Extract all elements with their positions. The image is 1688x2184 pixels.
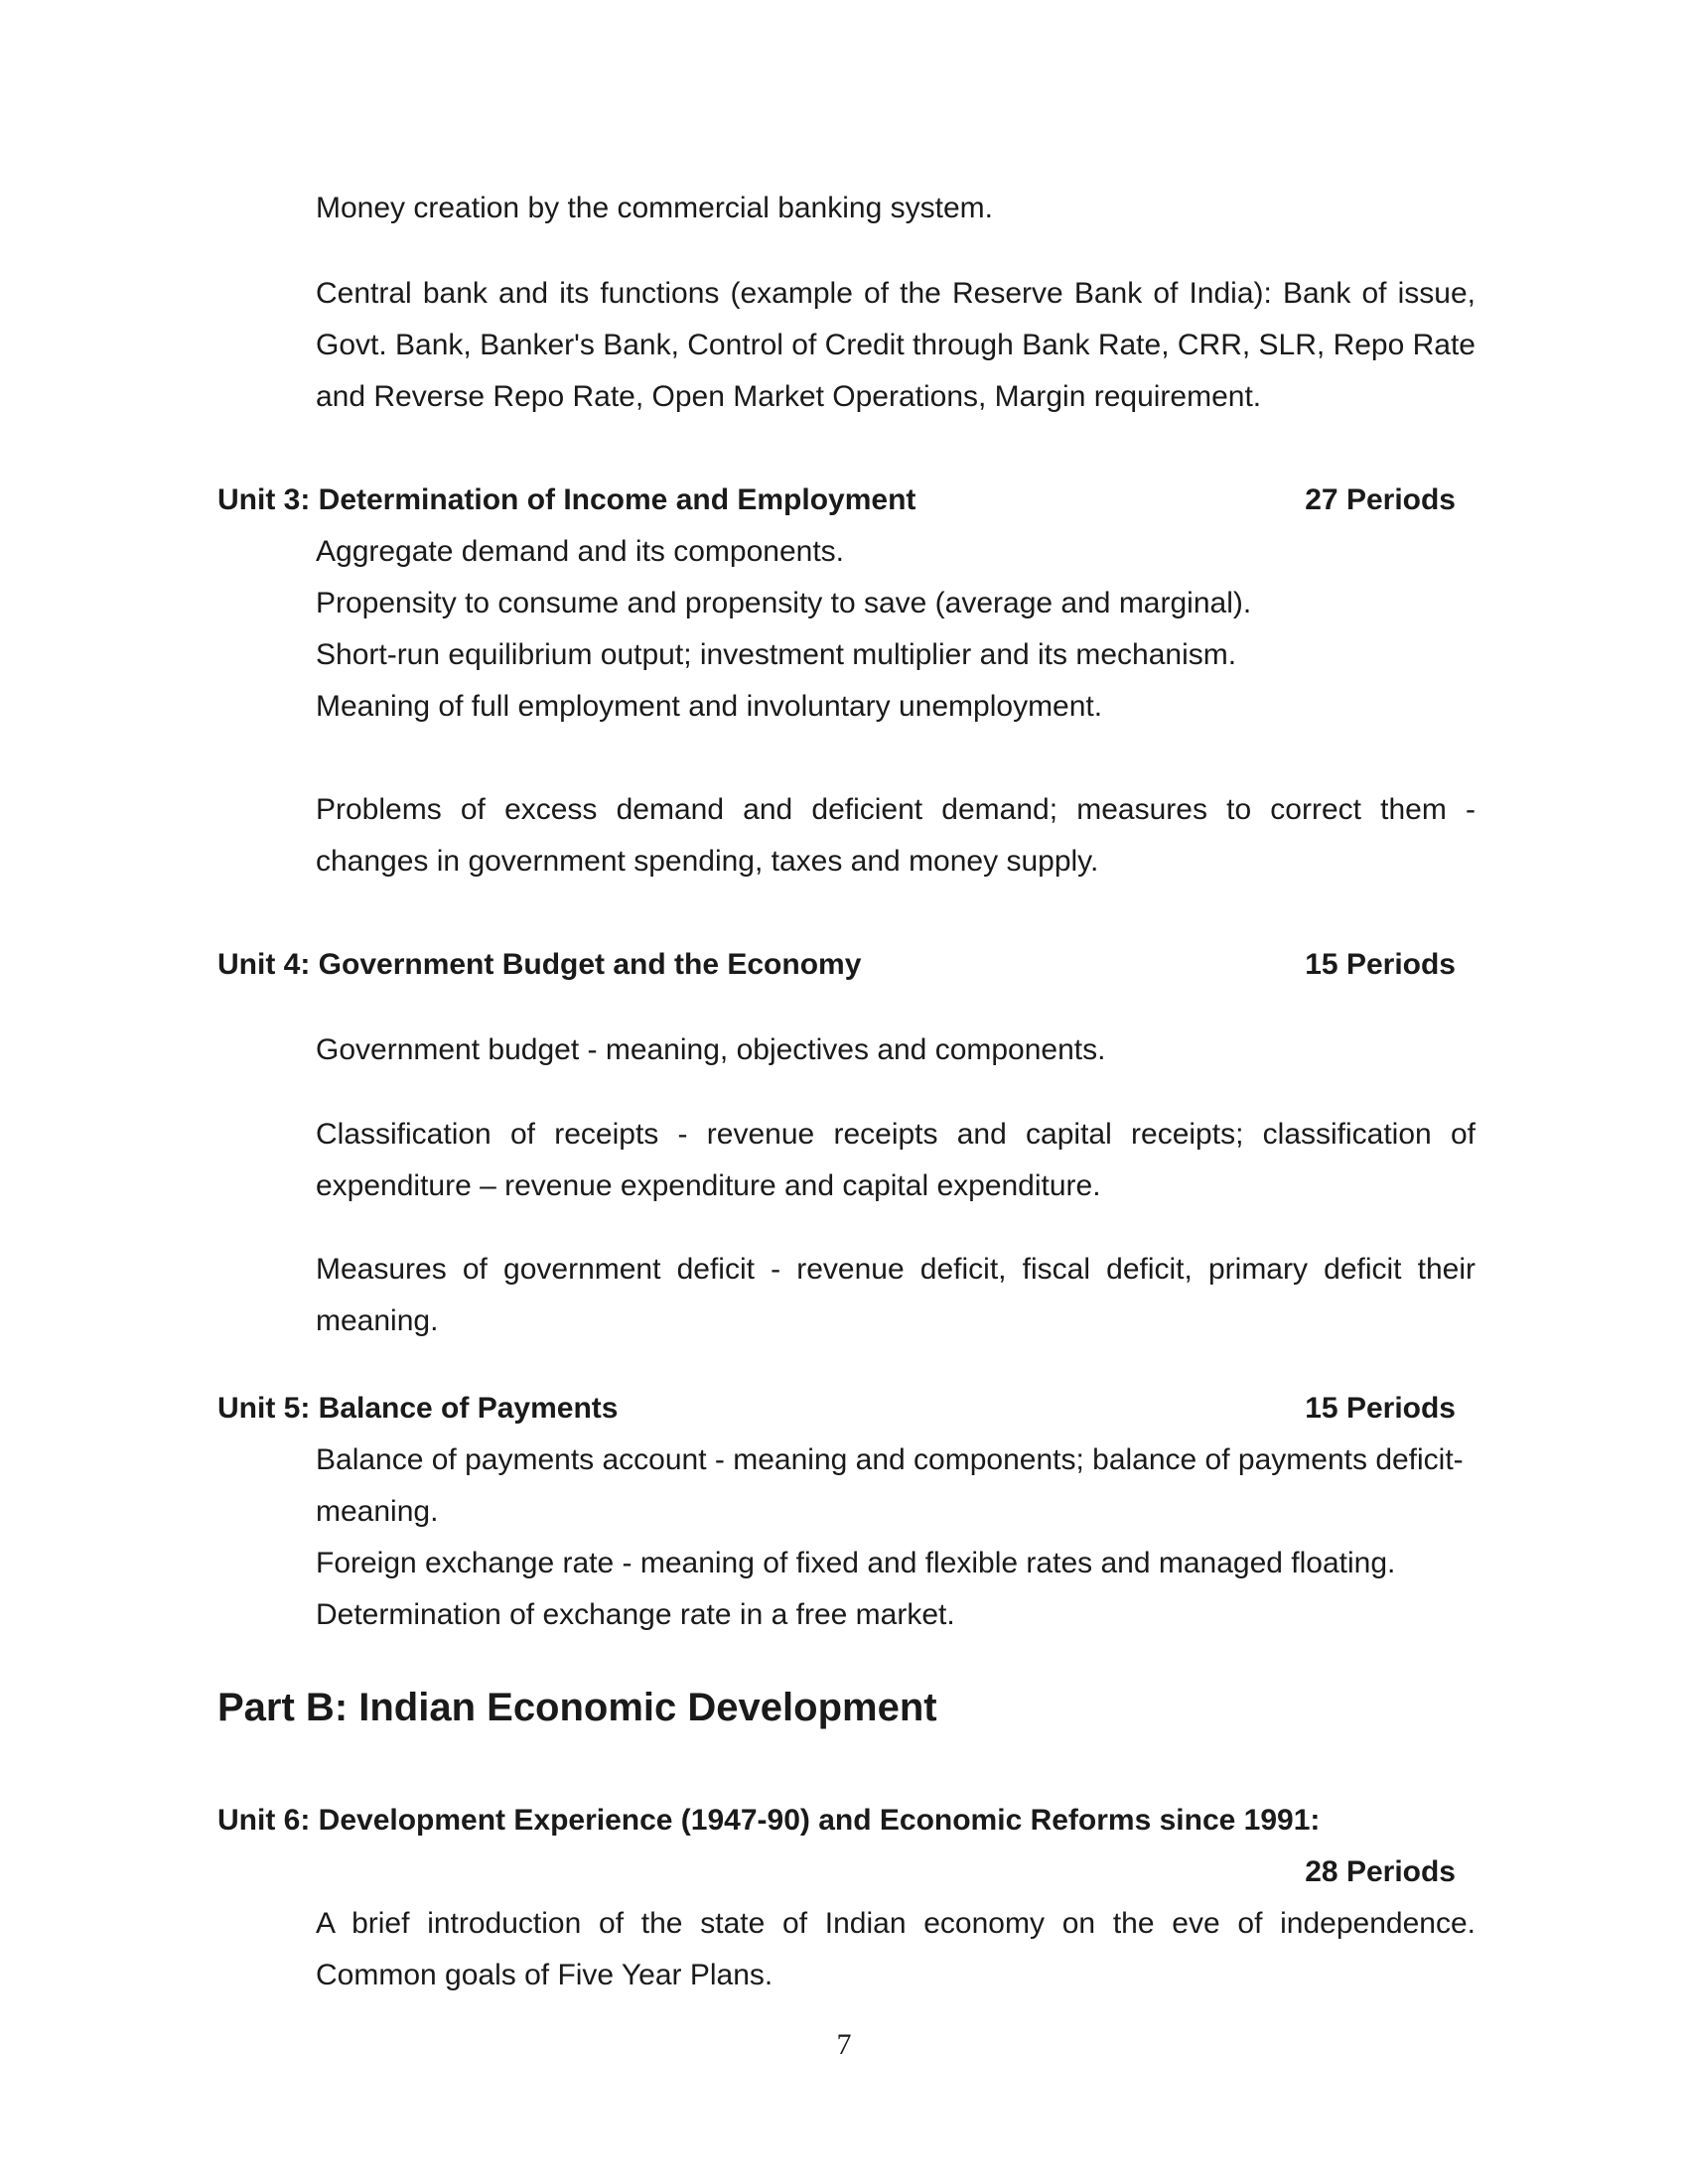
paragraph-foreign-exchange-rate: Foreign exchange rate - meaning of fixed and flexible rates and managed floating. <box>316 1547 1396 1579</box>
unit-6-periods: 28 Periods <box>1305 1855 1456 1888</box>
unit-5-heading <box>217 1383 1456 1434</box>
unit-3-line: Meaning of full employment and involuntary unemployment. <box>316 690 1103 723</box>
paragraph-government-deficit: Measures of government deficit - revenue deficit, fiscal deficit, primary deficit their meaning. <box>316 1253 1476 1337</box>
paragraph-problems-demand: Problems of excess demand and deficient demand; measures to correct them - changes in government spending, taxes and money supply. <box>316 793 1476 878</box>
unit-3-heading <box>217 475 1456 526</box>
paragraph-exchange-rate-determination: Determination of exchange rate in a free market. <box>316 1598 955 1631</box>
unit-5-periods: 15 Periods <box>1305 1392 1456 1425</box>
paragraph-indian-economy-intro: A brief introduction of the state of Indian economy on the eve of independence. Common goals of Five Year Plans. <box>316 1907 1476 1991</box>
page-number: 7 <box>836 2028 852 2061</box>
unit-3-periods: 27 Periods <box>1305 483 1456 516</box>
unit-4-heading <box>217 939 1456 991</box>
paragraph-money-creation: Money creation by the commercial banking system. <box>316 192 993 224</box>
unit-4-title: Unit 4: Government Budget and the Economy <box>217 948 862 981</box>
unit-3-line: Aggregate demand and its components. <box>316 535 845 568</box>
unit-6-title: Unit 6: Development Experience (1947-90) and Economic Reforms since 1991: <box>217 1804 1321 1837</box>
paragraph-balance-of-payments: Balance of payments account - meaning and components; balance of payments deficit-meaning. <box>316 1443 1464 1528</box>
unit-3-line: Short-run equilibrium output; investment multiplier and its mechanism. <box>316 638 1237 671</box>
unit-3-title: Unit 3: Determination of Income and Employment <box>217 483 916 516</box>
unit-6-heading <box>217 1795 1456 1846</box>
paragraph-central-bank: Central bank and its functions (example of the Reserve Bank of India): Bank of issue, Govt. Bank, Banker's Bank, Control of Credit through Bank Rate, CRR, SLR, Repo Rate and Reverse Repo Rate, Open Market Operations, Margin requirement. <box>316 277 1476 413</box>
paragraph-government-budget: Government budget - meaning, objectives and components. <box>316 1033 1106 1066</box>
paragraph-classification-receipts: Classification of receipts - revenue receipts and capital receipts; classification of expenditure – revenue expenditure and capital expenditure. <box>316 1118 1476 1202</box>
unit-4-periods: 15 Periods <box>1305 948 1456 981</box>
unit-5-title: Unit 5: Balance of Payments <box>217 1392 619 1425</box>
part-b-title: Part B: Indian Economic Development <box>217 1686 937 1729</box>
unit-3-line: Propensity to consume and propensity to save (average and marginal). <box>316 587 1252 619</box>
